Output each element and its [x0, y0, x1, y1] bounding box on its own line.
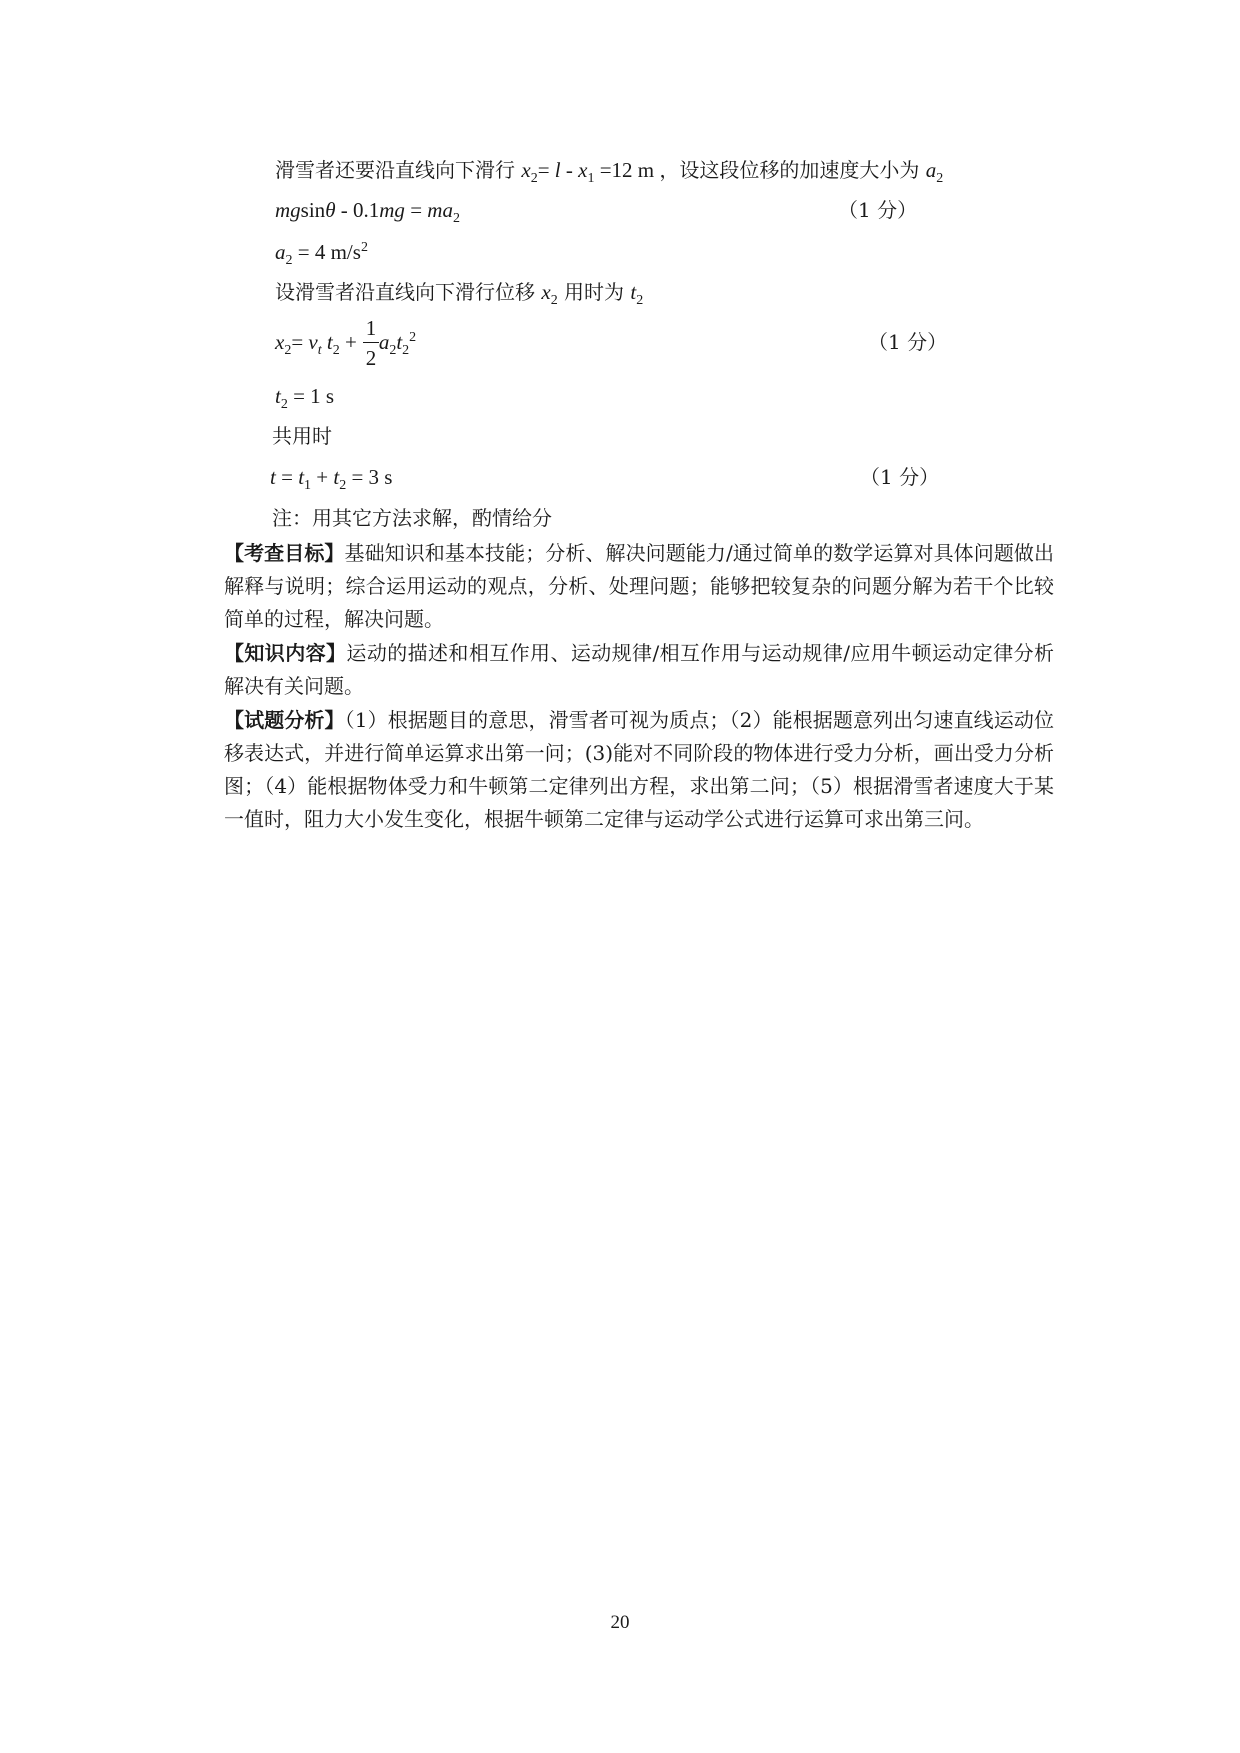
- solution-line-7: 共用时: [272, 424, 332, 448]
- analysis-label: 【试题分析】: [224, 708, 345, 732]
- analysis-section: [224, 704, 1054, 836]
- goal-text: 基础知识和基本技能；分析、解决问题能力/通过简单的数学运算对具体问题做出解释与说明；综合运用运动的观点，分析、处理问题；能够把较复杂的问题分解为若干个比较简单的过程，解决问题。: [224, 541, 1054, 631]
- text: 滑雪者还要沿直线向下滑行: [275, 158, 522, 182]
- equation-line-6: $t_2 = 1$ s: [275, 384, 335, 413]
- analysis-text: （1）根据题目的意思，滑雪者可视为质点；（2）能根据题意列出匀速直线运动位移表达式，并进行简单运算求出第一问；(3)能对不同阶段的物体进行受力分析，画出受力分析图；（4）能根据物体受力和牛顿第二定律列出方程，求出第二问；（5）根据滑雪者速度大于某一值时，阻力大小发生变化，根据牛顿第二定律与运动学公式进行运算可求出第三问。: [224, 708, 1055, 831]
- equation-line-3: $a_2 = 4$ $m/s^2$: [275, 240, 368, 269]
- goal-label: 【考查目标】: [224, 541, 345, 565]
- fraction-bar: [363, 342, 379, 343]
- goal-section: [224, 537, 1054, 636]
- content-label: 【知识内容】: [224, 641, 347, 665]
- page-number: 20: [610, 1612, 630, 1633]
- solution-line-1: 滑雪者还要沿直线向下滑行 $x_2= l - x_1 =12$ m ，设这段位移的加速度大小为 $a_2$: [275, 158, 944, 187]
- fraction-numerator: 1: [365, 316, 377, 340]
- fraction-denominator: 2: [365, 346, 377, 370]
- score-label: （1 分）: [868, 330, 948, 354]
- score-label: （1 分）: [860, 465, 940, 489]
- content-section: [224, 637, 1054, 703]
- solution-line-4: 设滑雪者沿直线向下滑行位移 $x_2$ 用时为 $t_2$: [275, 280, 644, 309]
- equation-line-8: $t = t_1 + t_2 = 3$ s: [270, 465, 393, 494]
- score-label: （1 分）: [838, 198, 918, 222]
- note-text: 注：用其它方法求解，酌情给分: [272, 506, 552, 530]
- equation-line-2: $mgsin\theta - 0.1mg = ma_2$: [275, 198, 460, 227]
- content-text: 运动的描述和相互作用、运动规律/相互作用与运动规律/应用牛顿运动定律分析解决有关问题。: [224, 641, 1054, 698]
- equation-line-5: $x_2= v_t$ $t_2 + a_2t_2^2$: [275, 330, 417, 359]
